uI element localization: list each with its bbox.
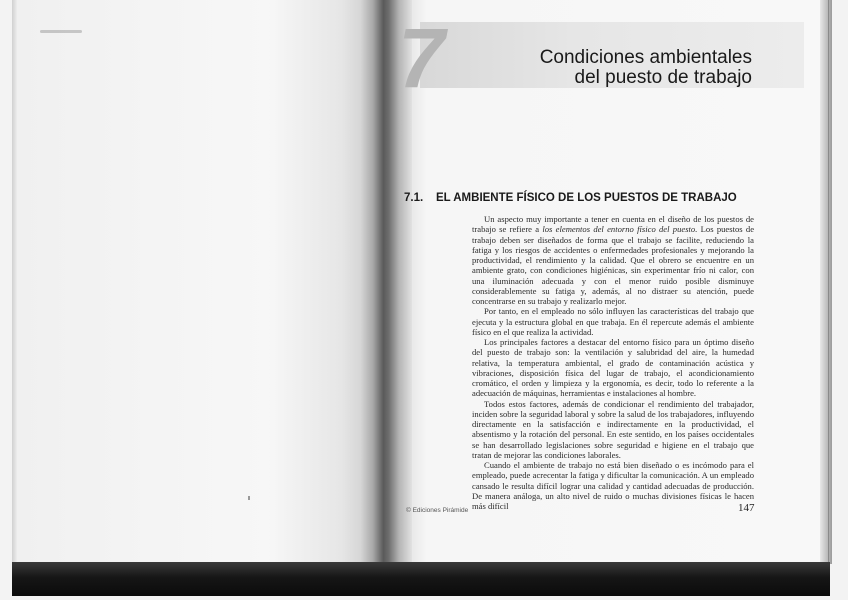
left-page-blank [12,0,378,564]
left-page-edge [12,0,18,564]
paragraph-3: Los principales factores a destacar del entorno físico para un óptimo diseño del puesto de trabajo son: la ventilación y salubridad del aire, la humedad relativa, la temperatura ambiental, el grado de contaminación acústica y vibraciones, disposición física del lugar de trabajo, el acondicionamiento cromático, el orden y limpieza y la ergonomía, es decir, todo lo referente a la adecuación de máquinas, herramientas e instalaciones al hombre. [472,337,754,399]
paragraph-1 [472,214,754,306]
speck-mark [248,496,250,500]
chapter-title [540,48,752,88]
page-edge-line [828,0,829,564]
paragraph-4: Todos estos factores, además de condicionar el rendimiento del trabajador, inciden sobre la seguridad laboral y sobre la salud de los trabajadores, influyendo directamente en la satisfacción e indirectamente en la productividad, el absentismo y la rotación del personal. En este sentido, en los países occidentales se han desarrollado legislaciones sobre seguridad e higiene en el trabajo que tratan de mejorar las condiciones laborales. [472,398,754,460]
paragraph-2: Por tanto, en el empleado no sólo influyen las características del trabajo que ejecuta y la estructura global en que trabaja. En él repercute además el ambiente físico en el que realiza la actividad. [472,306,754,337]
body-text [472,214,754,511]
chapter-title-line-1: Condiciones ambientales [539,47,752,68]
smudge-mark [40,30,82,33]
paragraph-1-before: Un aspecto muy importante a tener en cuenta en el diseño de los puestos de trabajo se refiere a [472,214,754,235]
right-page-edge [820,0,832,564]
chapter-number: 7 [398,11,443,105]
section-title: EL AMBIENTE FÍSICO DE LOS PUESTOS DE TRABAJO [436,192,737,204]
paragraph-1-italic: los elementos del entorno físico del puesto. [542,224,698,235]
page-number: 147 [738,502,755,514]
section-number: 7.1. [404,192,424,204]
copyright-footer: © Ediciones Pirámide [406,507,469,514]
paragraph-1-after: Los puestos de trabajo deben ser diseñados de forma que el trabajo se facilite, reduciendo la fatiga y los riesgos de accidentes o enfermedades profesionales y mejorando la productividad, el rendimiento y la calidad. Que el obrero se encuentre en un ambiente grato, con condiciones higiénicas, sin experimentar frío ni calor, con una iluminación adecuada y con el menor ruido posible disminuye considerablemente su fatiga y, además, al no distraer su atención, puede concentrarse en su trabajo y realizarlo mejor. [472,224,755,306]
section-heading [404,192,737,204]
scanner-bottom-shadow [12,562,830,596]
chapter-title-line-2: del puesto de trabajo [574,67,752,88]
paragraph-5: Cuando el ambiente de trabajo no está bien diseñado o es incómodo para el empleado, puede acrecentar la fatiga y dificultar la comunicación. A un empleado cansado le resulta difícil lograr una calidad y cantidad adecuadas de producción. De manera análoga, un alto nivel de ruido o muchas divisiones físicas le hacen más difícil [472,460,754,511]
